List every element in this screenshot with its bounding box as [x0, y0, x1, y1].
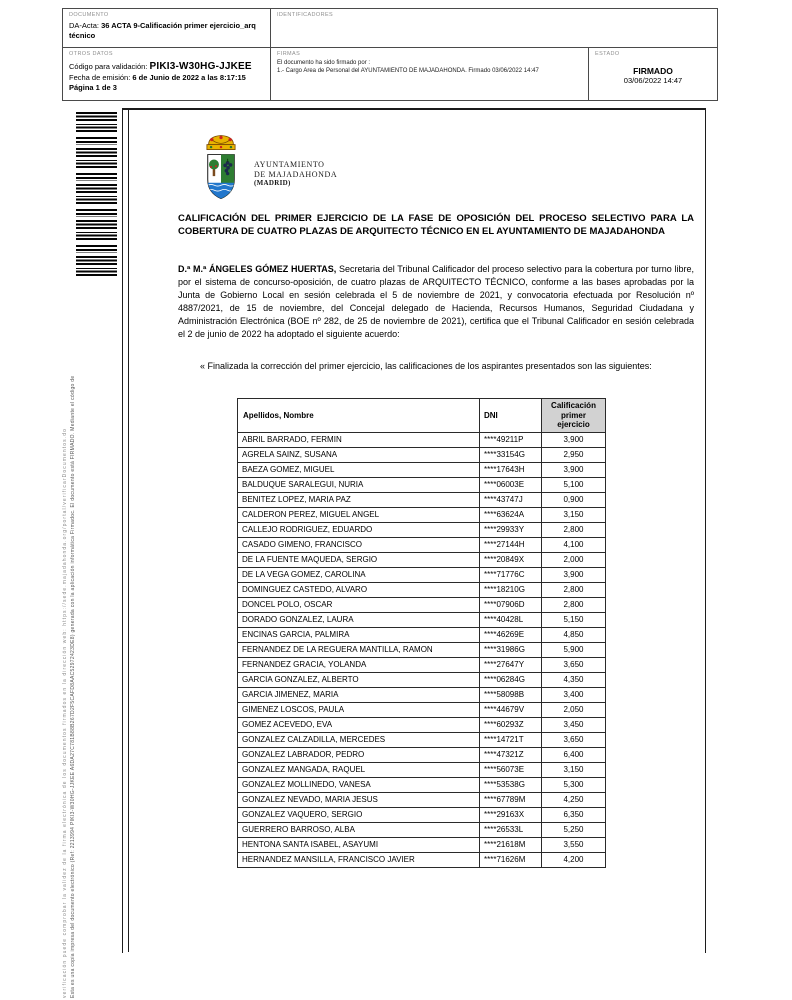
table-header-row [238, 399, 606, 433]
otros-datos-lines [69, 62, 264, 94]
cell-dni: ****26533L [480, 822, 542, 837]
vertical-legal-text-1: Esta es una copia impresa del documento electrónico (Ref: 2213994 PIKI3-W30HG-JJKEE A6DA27C781B88B267D2F5CAFD8AAC52972423DE8) generada con la aplicación informática Firmadoc. El documento está FIRMADO. Mediante el código de [70, 375, 76, 998]
cell-dni: ****67789M [480, 792, 542, 807]
cell-dni: ****33154G [480, 447, 542, 462]
cell-dni: ****29933Y [480, 522, 542, 537]
codigo-validacion-line [69, 62, 264, 73]
logo-line2: DE MAJADAHONDA [254, 169, 338, 179]
fecha-emision-line [69, 73, 264, 84]
cell-calificacion: 3,650 [542, 732, 606, 747]
table-row [238, 777, 606, 792]
cell-dni: ****44679V [480, 702, 542, 717]
cell-apellidos-nombre: GARCIA JIMENEZ, MARIA [238, 687, 480, 702]
otros-datos-label: OTROS DATOS [69, 51, 113, 57]
document-body-paragraph [178, 263, 694, 341]
cell-dni: ****20849X [480, 552, 542, 567]
cell-apellidos-nombre: HENTONA SANTA ISABEL, ASAYUMI [238, 837, 480, 852]
pagina-line [69, 83, 264, 94]
logo-line3: (MADRID) [254, 179, 291, 187]
cell-calificacion: 4,200 [542, 852, 606, 867]
cell-dni: ****60293Z [480, 717, 542, 732]
cell-apellidos-nombre: AGRELA SAINZ, SUSANA [238, 447, 480, 462]
content-frame-inner-line [128, 110, 129, 952]
table-row [238, 567, 606, 582]
cell-dni: ****27647Y [480, 657, 542, 672]
table-row [238, 582, 606, 597]
table-row [238, 552, 606, 567]
table-row [238, 762, 606, 777]
cell-apellidos-nombre: CALDERON PEREZ, MIGUEL ANGEL [238, 507, 480, 522]
table-row [238, 792, 606, 807]
cell-dni: ****18210G [480, 582, 542, 597]
cell-calificacion: 2,050 [542, 702, 606, 717]
table-row [238, 537, 606, 552]
municipality-name [254, 160, 337, 201]
cell-dni: ****06003E [480, 477, 542, 492]
table-row [238, 807, 606, 822]
cell-apellidos-nombre: BALDUQUE SARALEGUI, NURIA [238, 477, 480, 492]
table-row [238, 717, 606, 732]
cell-calificacion: 5,250 [542, 822, 606, 837]
document-quote-paragraph: « Finalizada la corrección del primer ejercicio, las calificaciones de los aspirantes presentados son las siguientes: [200, 361, 652, 371]
firmas-label: FIRMAS [277, 51, 301, 57]
cell-apellidos-nombre: HERNANDEZ MANSILLA, FRANCISCO JAVIER [238, 852, 480, 867]
coat-of-arms-icon [196, 133, 246, 201]
cell-calificacion: 3,650 [542, 657, 606, 672]
table-row [238, 822, 606, 837]
cell-calificacion: 4,100 [542, 537, 606, 552]
cell-dni: ****63624A [480, 507, 542, 522]
estado-label: ESTADO [595, 51, 620, 57]
documento-value [69, 21, 264, 41]
cell-dni: ****06284G [480, 672, 542, 687]
table-row [238, 432, 606, 447]
cell-calificacion: 3,150 [542, 762, 606, 777]
cell-apellidos-nombre: CASADO GIMENO, FRANCISCO [238, 537, 480, 552]
cell-apellidos-nombre: BENITEZ LOPEZ, MARIA PAZ [238, 492, 480, 507]
fecha-value: 6 de Junio de 2022 a las 8:17:15 [132, 72, 246, 82]
cell-apellidos-nombre: GUERRERO BARROSO, ALBA [238, 822, 480, 837]
cell-dni: ****40428L [480, 612, 542, 627]
cell-apellidos-nombre: GONZALEZ LABRADOR, PEDRO [238, 747, 480, 762]
cell-dni: ****49211P [480, 432, 542, 447]
cell-dni: ****71776C [480, 567, 542, 582]
estado-fecha: 03/06/2022 14:47 [623, 76, 683, 85]
cell-apellidos-nombre: GONZALEZ MANGADA, RAQUEL [238, 762, 480, 777]
cell-apellidos-nombre: BAEZA GOMEZ, MIGUEL [238, 462, 480, 477]
cell-apellidos-nombre: ENCINAS GARCIA, PALMIRA [238, 627, 480, 642]
table-row [238, 702, 606, 717]
body-text: Secretaria del Tribunal Calificador del proceso selectivo para la cobertura por turno libre, por el sistema de concurso-oposición, de cuatro plazas de ARQUITECTO TÉCNICO, conforme a las bases aprobadas por la Junta de Gobierno Local en sesión celebrada el 5 de noviembre de 2021, y convocatoria efectuada por Resolución nº 4887/2021, de 15 de noviembre, del Concejal delegado de Hacienda, Recursos Humanos, Seguridad Ciudadana y Administración Electrónica (BOE nº 282, de 25 de noviembre de 2021), certifica que el Tribunal Calificador en sesión celebrada el 2 de junio de 2022 ha adoptado el siguiente acuerdo: [178, 264, 694, 339]
cell-dni: ****71626M [480, 852, 542, 867]
table-row [238, 612, 606, 627]
header-apellidos-nombre: Apellidos, Nombre [238, 399, 480, 433]
cell-calificacion: 2,950 [542, 447, 606, 462]
table-row [238, 492, 606, 507]
cell-calificacion: 4,350 [542, 672, 606, 687]
cell-dni: ****43747J [480, 492, 542, 507]
header-calificacion: Calificación primer ejercicio [542, 399, 606, 433]
cell-dni: ****47321Z [480, 747, 542, 762]
cell-calificacion: 3,900 [542, 567, 606, 582]
cell-apellidos-nombre: GONZALEZ CALZADILLA, MERCEDES [238, 732, 480, 747]
table-row [238, 747, 606, 762]
cell-calificacion: 2,800 [542, 582, 606, 597]
table-row [238, 447, 606, 462]
cell-dni: ****56073E [480, 762, 542, 777]
cell-apellidos-nombre: DOMINGUEZ CASTEDO, ALVARO [238, 582, 480, 597]
documento-prefix: DA-Acta: [69, 21, 100, 30]
results-table [237, 398, 606, 868]
secretary-name: D.ª M.ª ÁNGELES GÓMEZ HUERTAS, [178, 264, 337, 274]
cell-apellidos-nombre: FERNANDEZ DE LA REGUERA MANTILLA, RAMON [238, 642, 480, 657]
cell-dni: ****17643H [480, 462, 542, 477]
cell-apellidos-nombre: GARCIA GONZALEZ, ALBERTO [238, 672, 480, 687]
cell-dni: ****46269E [480, 627, 542, 642]
cell-apellidos-nombre: GONZALEZ NEVADO, MARIA JESUS [238, 792, 480, 807]
cell-calificacion: 5,150 [542, 612, 606, 627]
cell-apellidos-nombre: GONZALEZ MOLLINEDO, VANESA [238, 777, 480, 792]
table-row [238, 852, 606, 867]
cell-calificacion: 5,300 [542, 777, 606, 792]
cell-dni: ****27144H [480, 537, 542, 552]
table-row [238, 837, 606, 852]
cell-apellidos-nombre: GONZALEZ VAQUERO, SERGIO [238, 807, 480, 822]
cell-dni: ****07906D [480, 597, 542, 612]
table-row [238, 597, 606, 612]
vertical-legal-text-2: verificación puede comprobar la validez de la firma electrónica de los documentos firmados en la dirección web: https://sede.majadahonda.org/portal/verificarDocumentos.do [62, 428, 68, 998]
cell-calificacion: 4,850 [542, 627, 606, 642]
metadata-box [62, 8, 718, 101]
documento-title: 36 ACTA 9-Calificación primer ejercicio_arq técnico [69, 21, 256, 40]
table-row [238, 522, 606, 537]
cell-apellidos-nombre: DONCEL POLO, OSCAR [238, 597, 480, 612]
cell-calificacion: 3,400 [542, 687, 606, 702]
codigo-value: PIKI3-W30HG-JJKEE [149, 61, 252, 72]
cell-calificacion: 0,900 [542, 492, 606, 507]
firmas-line1: El documento ha sido firmado por : [277, 60, 371, 66]
cell-apellidos-nombre: ABRIL BARRADO, FERMIN [238, 432, 480, 447]
cell-calificacion: 3,550 [542, 837, 606, 852]
cell-apellidos-nombre: DE LA VEGA GOMEZ, CAROLINA [238, 567, 480, 582]
cell-dni: ****29163X [480, 807, 542, 822]
document-title: CALIFICACIÓN DEL PRIMER EJERCICIO DE LA FASE DE OPOSICIÓN DEL PROCESO SELECTIVO PARA LA COBERTURA DE CUATRO PLAZAS DE ARQUITECTO TÉCNICO EN EL AYUNTAMIENTO DE MAJADAHONDA [178, 213, 694, 237]
metadata-estado-cell [589, 48, 717, 100]
cell-dni: ****14721T [480, 732, 542, 747]
table-row [238, 672, 606, 687]
firmas-text [277, 60, 582, 75]
table-row [238, 477, 606, 492]
table-row [238, 687, 606, 702]
cell-apellidos-nombre: CALLEJO RODRIGUEZ, EDUARDO [238, 522, 480, 537]
codigo-label: Código para validación: [69, 62, 148, 71]
cell-dni: ****21618M [480, 837, 542, 852]
metadata-identificadores-cell [271, 9, 717, 48]
cell-calificacion: 5,900 [542, 642, 606, 657]
cell-calificacion: 2,000 [542, 552, 606, 567]
fecha-label: Fecha de emisión: [69, 72, 131, 82]
table-row [238, 657, 606, 672]
cell-apellidos-nombre: FERNANDEZ GRACIA, YOLANDA [238, 657, 480, 672]
table-row [238, 507, 606, 522]
results-table-head [238, 399, 606, 433]
cell-apellidos-nombre: GIMENEZ LOSCOS, PAULA [238, 702, 480, 717]
identificadores-label: IDENTIFICADORES [277, 12, 334, 18]
cell-calificacion: 3,150 [542, 507, 606, 522]
table-row [238, 732, 606, 747]
cell-dni: ****58098B [480, 687, 542, 702]
results-table-body [238, 432, 606, 867]
metadata-documento-cell [63, 9, 271, 48]
cell-calificacion: 3,450 [542, 717, 606, 732]
cell-calificacion: 6,350 [542, 807, 606, 822]
cell-apellidos-nombre: DE LA FUENTE MAQUEDA, SERGIO [238, 552, 480, 567]
pagina-value: Página 1 de 3 [69, 83, 117, 92]
cell-calificacion: 3,900 [542, 462, 606, 477]
cell-calificacion: 6,400 [542, 747, 606, 762]
header-dni: DNI [480, 399, 542, 433]
barcode [76, 112, 117, 278]
cell-dni: ****31986G [480, 642, 542, 657]
documento-label: DOCUMENTO [69, 12, 109, 18]
metadata-firmas-cell [271, 48, 589, 100]
estado-value: FIRMADO [633, 66, 673, 76]
logo-line1: AYUNTAMIENTO [254, 160, 325, 169]
table-row [238, 462, 606, 477]
table-row [238, 642, 606, 657]
metadata-otros-datos-cell [63, 48, 271, 100]
firmas-line2: 1.- Cargo Area de Personal del AYUNTAMIENTO DE MAJADAHONDA. Firmado 03/06/2022 14:47 [277, 67, 539, 74]
cell-calificacion: 3,900 [542, 432, 606, 447]
municipality-logo [196, 133, 337, 201]
cell-apellidos-nombre: DORADO GONZALEZ, LAURA [238, 612, 480, 627]
cell-calificacion: 2,800 [542, 522, 606, 537]
cell-calificacion: 4,250 [542, 792, 606, 807]
cell-calificacion: 2,800 [542, 597, 606, 612]
table-row [238, 627, 606, 642]
cell-dni: ****53538G [480, 777, 542, 792]
cell-calificacion: 5,100 [542, 477, 606, 492]
cell-apellidos-nombre: GOMEZ ACEVEDO, EVA [238, 717, 480, 732]
